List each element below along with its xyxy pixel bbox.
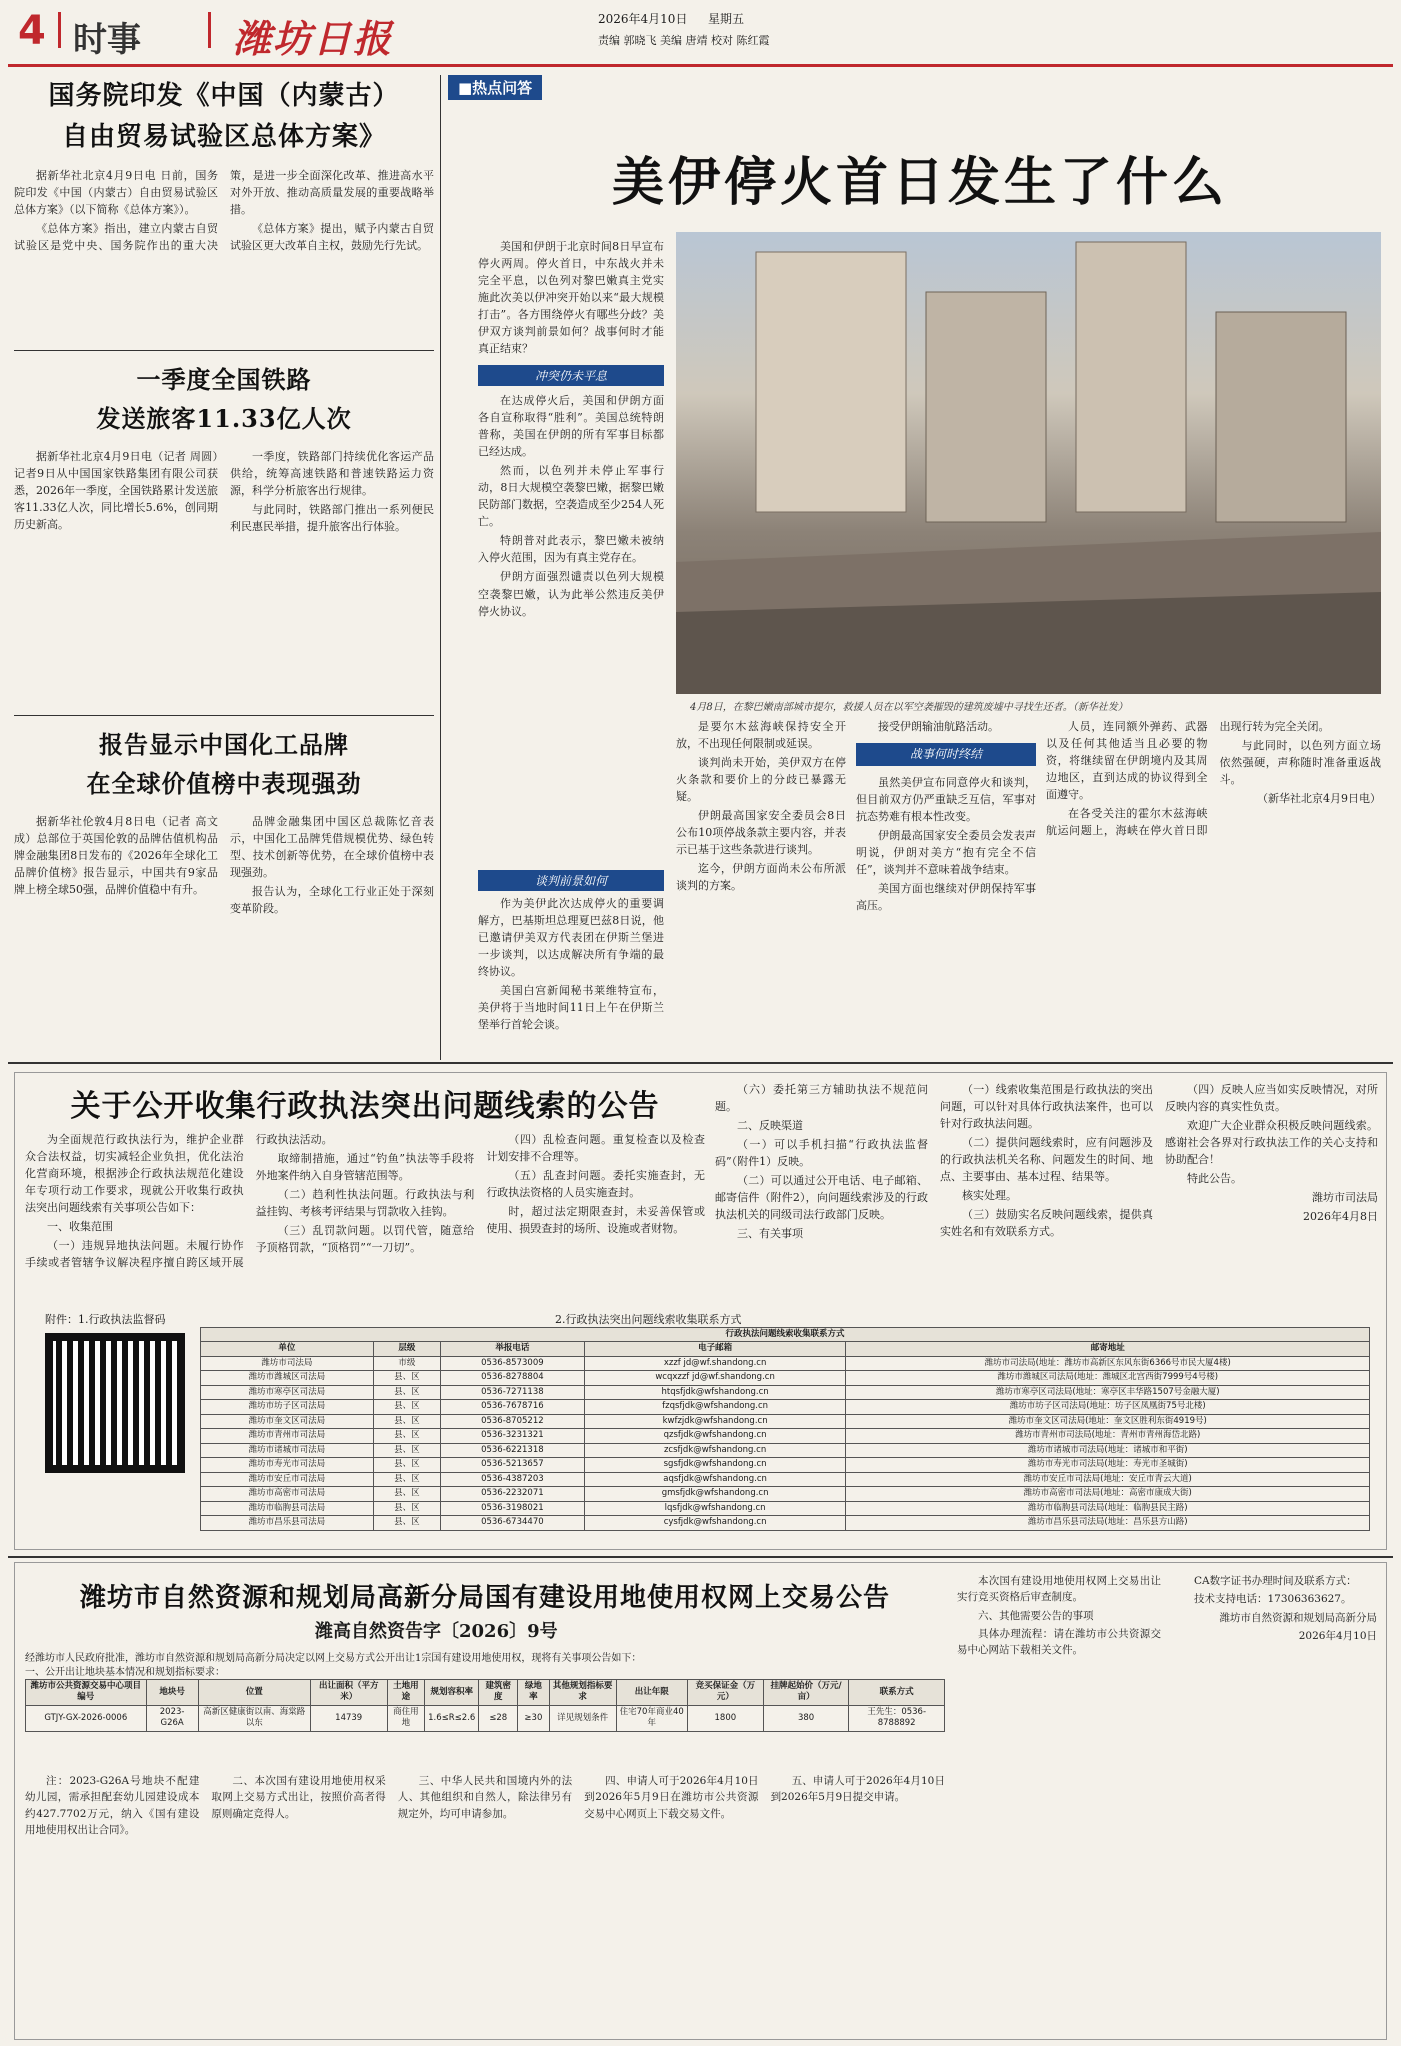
table-row	[201, 1458, 1370, 1472]
table-cell: 2023-G26A	[146, 1705, 198, 1731]
table-cell: zcsfjdk@wfshandong.cn	[584, 1443, 846, 1457]
table-header: 位置	[198, 1680, 310, 1706]
table-cell: 潍坊市安丘市司法局(地址：安丘市青云大道)	[846, 1472, 1370, 1486]
rubble-scene	[676, 232, 1381, 694]
table-header: 联系方式	[849, 1680, 945, 1706]
table-row	[201, 1400, 1370, 1414]
table-header: 建筑密度	[479, 1680, 518, 1706]
table-cell: 县、区	[373, 1414, 440, 1428]
table-cell: 县、区	[373, 1487, 440, 1501]
table-header: 电子邮箱	[584, 1342, 846, 1356]
table-cell: 0536-6734470	[440, 1516, 584, 1530]
table-row	[201, 1516, 1370, 1530]
table-cell: htqsfjdk@wfshandong.cn	[584, 1385, 846, 1399]
table-cell: 高新区健康街以南、海棠路以东	[198, 1705, 310, 1731]
main-headline: 美伊停火首日发生了什么	[611, 152, 1228, 213]
table-cell: 1800	[687, 1705, 763, 1731]
article-chem: 报告显示中国化工品牌 在全球价值榜中表现强劲 据新华社伦敦4月8日电（记者 高文成）总部位于英国伦敦的品牌估值机构品牌金融集团8日发布的《2026年全球化工品牌价值榜》报告显示，中国共有9家品牌上榜全球50强，品牌价值稳中有升。 品牌金融集团中国区总裁陈忆音表示，中国化工品牌凭借规模优势、绿色转型、技术创新等优势，在全球价值榜中表现强劲。 报告认为，全球化工行业正处于深刻变革阶段。	[14, 730, 434, 916]
table-cell: qzsfjdk@wfshandong.cn	[584, 1429, 846, 1443]
table-header: 规划容积率	[425, 1680, 479, 1706]
table-header: 单位	[201, 1342, 374, 1356]
sub-head: 谈判前景如何	[478, 870, 664, 891]
photo-caption: 4月8日，在黎巴嫩南部城市提尔，救援人员在以军空袭摧毁的建筑废墟中寻找生还者。（新华社发）	[690, 702, 1128, 713]
table-header: 出让年限	[616, 1680, 687, 1706]
table-cell: 县、区	[373, 1516, 440, 1530]
table-cell: sgsfjdk@wfshandong.cn	[584, 1458, 846, 1472]
table-cell: 潍坊市潍城区司法局(地址：潍城区北宫西街7999号4号楼)	[846, 1371, 1370, 1385]
table-cell: xzzf jd@wf.shandong.cn	[584, 1356, 846, 1370]
table-row	[201, 1356, 1370, 1370]
editors: 责编 郭晓飞 美编 唐靖 校对 陈红霞	[598, 34, 770, 47]
sub-head: 战事何时终结	[856, 743, 1036, 766]
table-row	[201, 1429, 1370, 1443]
table-cell: 潍坊市昌乐县司法局	[201, 1516, 374, 1530]
table-cell: 县、区	[373, 1443, 440, 1457]
table-cell: 潍坊市诸城市司法局(地址：诸城市和平街)	[846, 1443, 1370, 1457]
table-cell: lqsfjdk@wfshandong.cn	[584, 1501, 846, 1515]
page-number: 4	[18, 8, 46, 54]
paper-logo: 潍坊日报	[233, 16, 394, 61]
table-cell: 潍坊市寿光市司法局(地址：寿光市圣城街)	[846, 1458, 1370, 1472]
table-row	[201, 1487, 1370, 1501]
table-cell: 潍坊市昌乐县司法局(地址：昌乐县方山路)	[846, 1516, 1370, 1530]
table-cell: 潍坊市安丘市司法局	[201, 1472, 374, 1486]
table-cell: 潍坊市坊子区司法局(地址：坊子区凤凰街75号北楼)	[846, 1400, 1370, 1414]
table-cell: cysfjdk@wfshandong.cn	[584, 1516, 846, 1530]
contact-table: 行政执法问题线索收集联系方式 单位 层级 举报电话 电子邮箱 邮寄地址 潍坊市司法局 市级 0536-8573009 xzzf jd@wf.shandong.cn 潍坊市司法局(地址：潍坊市高新区东风东街6366号市民大厦4楼) 潍坊市潍城区司法局 县、区 0536-8278804 wcqxzzf jd@wf.shandong.cn 潍坊市潍城区司法局(地址：潍城区北宫西街7999号4号楼) 潍坊市寒亭区司法局 县、区 0536-7271138 htqsfjdk@wfshandong.cn 潍坊市寒亭区司法局(地址：寒亭区丰华路1507号金融大厦) 潍坊市坊子区司法局 县、区 0536-7678716 fzqsfjdk@wfshandong.cn 潍坊市坊子区司法局(地址：坊子区凤凰街75号北楼) 潍坊市奎文区司法局 县、区 0536-8705212 kwfzjdk@wfshandong.cn 潍坊市奎文区司法局(地址：奎文区胜利东街4919号) 潍坊市青州市司法局 县、区 0536-3231321 qzsfjdk@wfshandong.cn 潍坊市青州市司法局(地址：青州市青州海岱北路) 潍坊市诸城市司法局 县、区 0536-6221318 zcsfjdk@wfshandong.cn 潍坊市诸城市司法局(地址：诸城市和平街) 潍坊市寿光市司法局 县、区 0536-5213657 sgsfjdk@wfshandong.cn 潍坊市寿光市司法局(地址：寿光市圣城街) 潍坊市安丘市司法局 县、区 0536-4387203 aqsfjdk@wfshandong.cn 潍坊市安丘市司法局(地址：安丘市青云大道) 潍坊市高密市司法局 县、区 0536-2232071 gmsfjdk@wfshandong.cn 潍坊市高密市司法局(地址：高密市康成大街) 潍坊市临朐县司法局 县、区 0536-3198021 lqsfjdk@wfshandong.cn 潍坊市临朐县司法局(地址：临朐县民主路) 潍坊市昌乐县司法局 县、区 0536-6734470 cysfjdk@wfshandong.cn 潍坊市昌乐县司法局(地址：昌乐县方山路)	[200, 1327, 1370, 1531]
table-header: 挂牌起始价（万元/亩）	[763, 1680, 848, 1706]
table-cell: 0536-4387203	[440, 1472, 584, 1486]
section-name: 时事	[73, 20, 141, 60]
table-cell: 住宅70年商业40年	[616, 1705, 687, 1731]
table-header: 潍坊市公共资源交易中心项目编号	[26, 1680, 147, 1706]
table-cell: 潍坊市青州市司法局(地址：青州市青州海岱北路)	[846, 1429, 1370, 1443]
table-cell: 0536-3198021	[440, 1501, 584, 1515]
table-row	[201, 1385, 1370, 1399]
table-row	[201, 1414, 1370, 1428]
table-header: 其他规划指标要求	[549, 1680, 616, 1706]
table-row	[201, 1443, 1370, 1457]
table-cell: 潍坊市临朐县司法局(地址：临朐县民主路)	[846, 1501, 1370, 1515]
news-photo	[676, 232, 1381, 694]
table-cell: 市级	[373, 1356, 440, 1370]
table-header: 层级	[373, 1342, 440, 1356]
table-header: 出让面积（平方米）	[310, 1680, 387, 1706]
weekday: 星期五	[708, 12, 745, 26]
table-cell: wcqxzzf jd@wf.shandong.cn	[584, 1371, 846, 1385]
table-cell: ≥30	[518, 1705, 549, 1731]
table-cell: 详见规划条件	[549, 1705, 616, 1731]
sub-head: 冲突仍未平息	[478, 365, 664, 386]
table-cell: 商住用地	[387, 1705, 425, 1731]
table-row	[201, 1501, 1370, 1515]
table-cell: 0536-8278804	[440, 1371, 584, 1385]
land-title: 潍坊市自然资源和规划局高新分局国有建设用地使用权网上交易公告	[79, 1583, 890, 1613]
table-cell: 潍坊市高密市司法局(地址：高密市康成大街)	[846, 1487, 1370, 1501]
headline: 自由贸易试验区总体方案》	[61, 122, 386, 152]
masthead	[8, 0, 1393, 62]
table-cell: 潍坊市司法局	[201, 1356, 374, 1370]
table-cell: 潍坊市奎文区司法局	[201, 1414, 374, 1428]
table-header: 绿地率	[518, 1680, 549, 1706]
table-row	[201, 1371, 1370, 1385]
table-cell: 1.6≤R≤2.6	[425, 1705, 479, 1731]
table-cell: 县、区	[373, 1501, 440, 1515]
table-cell: 0536-6221318	[440, 1443, 584, 1457]
table-header: 土地用途	[387, 1680, 425, 1706]
table-cell: 潍坊市坊子区司法局	[201, 1400, 374, 1414]
table-cell: aqsfjdk@wfshandong.cn	[584, 1472, 846, 1486]
table-cell: 县、区	[373, 1472, 440, 1486]
table-cell: 0536-7271138	[440, 1385, 584, 1399]
notice-box: 关于公开收集行政执法突出问题线索的公告 为全面规范行政执法行为，维护企业群众合法权益，切实减轻企业负担，优化法治化营商环境，根据涉企行政执法规范化建设年专项行动工作要求，现就公开收集行政执法突出问题线索有关事项公告如下： 一、收集范围 （一）违规异地执法问题。未履行协作手续或者管辖争议解决程序擅自跨区域开展行政执法活动。 取缔制措施，通过“钓鱼”执法等手段将外地案件纳入自身管辖范围等。 （二）趋利性执法问题。行政执法与利益挂钩、考核考评结果与罚款收入挂钩。 （三）乱罚款问题。以罚代管，随意给予顶格罚款，“顶格罚”“一刀切”。 （四）乱检查问题。重复检查以及检查计划安排不合理等。 （五）乱查封问题。委托实施查封，无行政执法资格的人员实施查封。 时，超过法定期限查封，未妥善保管或使用、损毁查封的场所、设施或者财物。 （六）委托第三方辅助执法不规范问题。 二、反映渠道 （一）可以手机扫描“行政执法监督码”（附件1）反映。 （二）可以通过公开电话、电子邮箱、邮寄信件（附件2），向问题线索涉及的行政执法机关的同级司法行政部门反映。 三、有关事项 （一）线索收集范围是行政执法的突出问题，可以针对具体行政执法案件，也可以针对行政执法问题。 （二）提供问题线索时，应有问题涉及的行政执法机关名称、问题发生的时间、地点、主要事由、基本过程、结果等。 核实处理。 （三）鼓励实名反映问题线索，提供真实姓名和有效联系方式。 （四）反映人应当如实反映情况，对所反映内容的真实性负责。 欢迎广大企业群众积极反映问题线索。感谢社会各界对行政执法工作的关心支持和协助配合！ 特此公告。 潍坊市司法局 2026年4月8日 附件：1.行政执法监督码 2.行政执法突出问题线索收集联系方式 行政执法问题线索收集联系方式 单位 层级 举报电话 电子邮箱 邮寄地址 潍坊市司法局 市级 0536-8573009 xzzf jd@wf.shandong.cn 潍坊市司法局(地址：潍坊市高新区东风东街6366号市民大厦4楼) 潍坊市潍城区司法局 县、区 0536-8278804 wcqxzzf jd@wf.shandong.cn 潍坊市潍城区司法局(地址：潍城区北宫西街7999号4号楼) 潍坊市寒亭区司法局 县、区 0536-7271138 htqsfjdk@wfshandong.cn 潍坊市寒亭区司法局(地址：寒亭区丰华路1507号金融大厦) 潍坊市坊子区司法局 县、区 0536-7678716 fzqsfjdk@wfshandong.cn 潍坊市坊子区司法局(地址：坊子区凤凰街75号北楼) 潍坊市奎文区司法局 县、区 0536-8705212 kwfzjdk@wfshandong.cn 潍坊市奎文区司法局(地址：奎文区胜利东街4919号) 潍坊市青州市司法局 县、区 0536-3231321 qzsfjdk@wfshandong.cn 潍坊市青州市司法局(地址：青州市青州海岱北路) 潍坊市诸城市司法局 县、区 0536-6221318 zcsfjdk@wfshandong.cn 潍坊市诸城市司法局(地址：诸城市和平街) 潍坊市寿光市司法局 县、区 0536-5213657 sgsfjdk@wfshandong.cn 潍坊市寿光市司法局(地址：寿光市圣城街) 潍坊市安丘市司法局 县、区 0536-4387203 aqsfjdk@wfshandong.cn 潍坊市安丘市司法局(地址：安丘市青云大道) 潍坊市高密市司法局 县、区 0536-2232071 gmsfjdk@wfshandong.cn 潍坊市高密市司法局(地址：高密市康成大街) 潍坊市临朐县司法局 县、区 0536-3198021 lqsfjdk@wfshandong.cn 潍坊市临朐县司法局(地址：临朐县民主路) 潍坊市昌乐县司法局 县、区 0536-6734470 cysfjdk@wfshandong.cn 潍坊市昌乐县司法局(地址：昌乐县方山路)	[14, 1072, 1387, 1550]
table-cell: ≤28	[479, 1705, 518, 1731]
issue-date: 2026年4月10日	[598, 12, 688, 26]
article-rail: 一季度全国铁路 发送旅客11.33亿人次 据新华社北京4月9日电（记者 周圆）记者9日从中国国家铁路集团有限公司获悉，2026年一季度，全国铁路累计发送旅客11.33亿人次，同比增长5.6%，创同期历史新高。 一季度，铁路部门持续优化客运产品供给，统筹高速铁路和普速铁路运力资源，科学分析旅客出行规律。 与此同时，铁路部门推出一系列便民利民惠民举措，提升旅客出行体验。	[14, 365, 434, 534]
table-cell: 0536-5213657	[440, 1458, 584, 1472]
table-cell: 0536-7678716	[440, 1400, 584, 1414]
table-cell: 潍坊市临朐县司法局	[201, 1501, 374, 1515]
table-cell: 潍坊市寒亭区司法局	[201, 1385, 374, 1399]
table-cell: 0536-2232071	[440, 1487, 584, 1501]
table-cell: 0536-8705212	[440, 1414, 584, 1428]
notice-title: 关于公开收集行政执法突出问题线索的公告	[70, 1089, 660, 1124]
land-table	[25, 1679, 945, 1732]
table-cell: 县、区	[373, 1371, 440, 1385]
table-header: 地块号	[146, 1680, 198, 1706]
table-header: 竞买保证金（万元）	[687, 1680, 763, 1706]
headline: 国务院印发《中国（内蒙古）	[48, 81, 400, 111]
table-cell: 潍坊市青州市司法局	[201, 1429, 374, 1443]
table-cell: 380	[763, 1705, 848, 1731]
table-cell: 潍坊市高密市司法局	[201, 1487, 374, 1501]
table-cell: 县、区	[373, 1429, 440, 1443]
article-ftz: 国务院印发《中国（内蒙古） 自由贸易试验区总体方案》 据新华社北京4月9日电 日前，国务院印发《中国（内蒙古）自由贸易试验区总体方案》（以下简称《总体方案》）。 《总体方案》指出，建立内蒙古自贸试验区是党中央、国务院作出的重大决策，是进一步全面深化改革、推进高水平对外开放、推动高质量发展的重要战略举措。 《总体方案》提出，赋予内蒙古自贸试验区更大改革自主权，鼓励先行先试。	[14, 75, 434, 345]
table-cell: 潍坊市司法局(地址：潍坊市高新区东风东街6366号市民大厦4楼)	[846, 1356, 1370, 1370]
table-cell: 潍坊市诸城市司法局	[201, 1443, 374, 1457]
table-cell: 县、区	[373, 1458, 440, 1472]
land-doc-no: 潍高自然资告字〔2026〕9号	[315, 1621, 558, 1642]
table-cell: 潍坊市潍城区司法局	[201, 1371, 374, 1385]
section-tag: ■热点问答	[448, 75, 542, 100]
table-row	[201, 1472, 1370, 1486]
table-cell: 潍坊市奎文区司法局(地址：奎文区胜利东街4919号)	[846, 1414, 1370, 1428]
table-cell: 0536-8573009	[440, 1356, 584, 1370]
table-cell: 王先生：0536-8788892	[849, 1705, 945, 1731]
qr-code[interactable]	[45, 1333, 185, 1473]
table-cell: 0536-3231321	[440, 1429, 584, 1443]
table-cell: 潍坊市寒亭区司法局(地址：寒亭区丰华路1507号金融大厦)	[846, 1385, 1370, 1399]
table-cell: GTJY-GX-2026-0006	[26, 1705, 147, 1731]
table-cell: 县、区	[373, 1385, 440, 1399]
land-notice: 潍坊市自然资源和规划局高新分局国有建设用地使用权网上交易公告 潍高自然资告字〔2026〕9号 经潍坊市人民政府批准，潍坊市自然资源和规划局高新分局决定以网上交易方式公开出让1宗国有建设用地使用权，现将有关事项公告如下： 一、公开出让地块基本情况和规划指标要求： 潍坊市公共资源交易中心项目编号 地块号 位置 出让面积（平方米） 土地用途 规划容积率 建筑密度 绿地率 其他规划指标要求 出让年限 竞买保证金（万元） 挂牌起始价（万元/亩） 联系方式 GTJY-GX-2026-0006 2023-G26A 高新区健康街以南、海棠路以东 14739 商住用地 1.6≤R≤2.6 ≤28 ≥30 详见规划条件 住宅70年商业40年 1800 380 王先生：0536-8788892 注：2023-G26A号地块不配建幼儿园，需承担配套幼儿园建设成本约427.7702万元，纳入《国有建设用地使用权出让合同》。 二、本次国有建设用地使用权采取网上交易方式出让，按照价高者得原则确定竞得人。 三、中华人民共和国境内外的法人、其他组织和自然人，除法律另有规定外，均可申请参加。 四、申请人可于2026年4月10日到2026年5月9日在潍坊市公共资源交易中心网页上下载交易文件。 五、申请人可于2026年4月10日到2026年5月9日提交申请。 本次国有建设用地使用权网上交易出让实行竞买资格后审查制度。 六、其他需要公告的事项 具体办理流程：请在潍坊市公共资源交易中心网站下载相关文件。 CA数字证书办理时间及联系方式： 技术支持电话：17306363627。 潍坊市自然资源和规划局高新分局 2026年4月10日	[14, 1562, 1387, 2040]
table-header: 举报电话	[440, 1342, 584, 1356]
table-cell: 14739	[310, 1705, 387, 1731]
lead-paragraph: 美国和伊朗于北京时间8日早宣布停火两周。停火首日，中东战火并未完全平息，以色列对黎巴嫩真主党实施此次美以伊冲突开始以来“最大规模打击”。各方围绕停火有哪些分歧？美伊双方谈判前景如何？战事何时才能真正结束？	[478, 240, 664, 356]
table-header: 邮寄地址	[846, 1342, 1370, 1356]
table-cell: 县、区	[373, 1400, 440, 1414]
table-cell: kwfzjdk@wfshandong.cn	[584, 1414, 846, 1428]
table-cell: 潍坊市寿光市司法局	[201, 1458, 374, 1472]
table-cell: fzqsfjdk@wfshandong.cn	[584, 1400, 846, 1414]
table-cell: gmsfjdk@wfshandong.cn	[584, 1487, 846, 1501]
